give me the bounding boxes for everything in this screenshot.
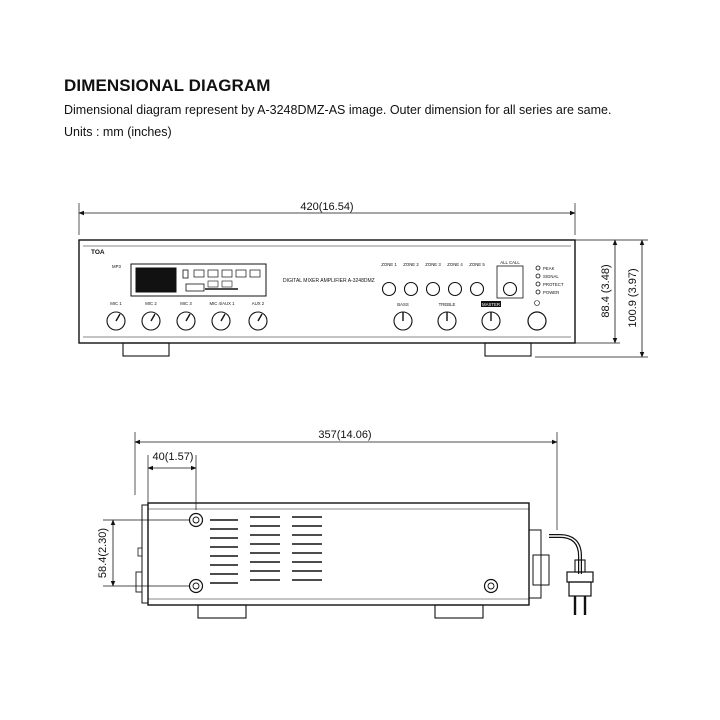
depth-dimension-label: 357(14.06) xyxy=(318,429,372,441)
tone-label-master: MASTER xyxy=(482,302,500,307)
input-label-aux2: AUX 2 xyxy=(251,301,265,306)
indicator-label-peak: PEAK xyxy=(543,266,555,271)
zone-label-2: ZONE 2 xyxy=(403,262,419,267)
description-text: Dimensional diagram represent by A-3248DMZ-AS image. Outer dimension for all series are same. xyxy=(64,103,612,117)
knob-aux2 xyxy=(249,312,267,330)
zone-label-3: ZONE 3 xyxy=(425,262,441,267)
knob-bass xyxy=(394,312,412,330)
knob-mic1 xyxy=(107,312,125,330)
knob-treble xyxy=(438,312,456,330)
zone-label-1: ZONE 1 xyxy=(381,262,397,267)
tone-label-treble: TREBLE xyxy=(438,302,456,307)
units-text: Units : mm (inches) xyxy=(64,125,172,139)
knob-mic4-aux1 xyxy=(212,312,230,330)
knob-mic3 xyxy=(177,312,195,330)
power-symbol-icon xyxy=(535,301,540,306)
tone-knobs xyxy=(394,312,500,330)
brand-logo: TOA xyxy=(91,249,105,256)
side-chassis xyxy=(148,503,529,605)
input-knobs xyxy=(107,312,267,330)
indicator-label-power: POWER xyxy=(543,290,560,295)
vent-slots xyxy=(210,517,322,583)
foot-left xyxy=(123,343,169,356)
indicator-leds xyxy=(536,266,540,294)
power-button xyxy=(528,312,546,330)
knob-mic2 xyxy=(142,312,160,330)
input-label-mic3: MIC 3 xyxy=(180,301,192,306)
zone-buttons xyxy=(383,266,524,298)
mp3-display xyxy=(136,268,176,292)
mp3-label: MP3 xyxy=(112,264,121,269)
width-dimension-label: 420(16.54) xyxy=(300,201,354,213)
outer-height-label: 100.9 (3.97) xyxy=(627,268,639,328)
tone-label-bass: BASS xyxy=(397,302,409,307)
zone-label-5: ZONE 5 xyxy=(469,262,485,267)
input-label-mic1: MIC 1 xyxy=(110,301,122,306)
input-label-mic2: MIC 2 xyxy=(145,301,157,306)
page-title: DIMENSIONAL DIAGRAM xyxy=(64,76,271,95)
foot-right xyxy=(485,343,531,356)
zone-label-all-call: ALL CALL xyxy=(500,260,520,265)
indicator-label-protect: PROTECT xyxy=(543,282,564,287)
offset-dimension-label: 40(1.57) xyxy=(152,451,194,463)
knob-master xyxy=(482,312,500,330)
inner-height-label: 88.4 (3.48) xyxy=(600,264,612,318)
zone-label-4: ZONE 4 xyxy=(447,262,463,267)
side-foot-front xyxy=(198,605,246,618)
rack-screws xyxy=(190,514,498,593)
indicator-label-signal: SIGNAL xyxy=(543,274,559,279)
model-text: DIGITAL MIXER AMPLIFIER A-3248DMZ xyxy=(283,278,375,284)
hole-dimension-label: 58.4(2.30) xyxy=(97,527,109,579)
input-label-mic4-aux1: MIC 4/AUX 1 xyxy=(209,301,235,306)
side-foot-rear xyxy=(435,605,483,618)
power-plug-icon xyxy=(549,536,593,615)
